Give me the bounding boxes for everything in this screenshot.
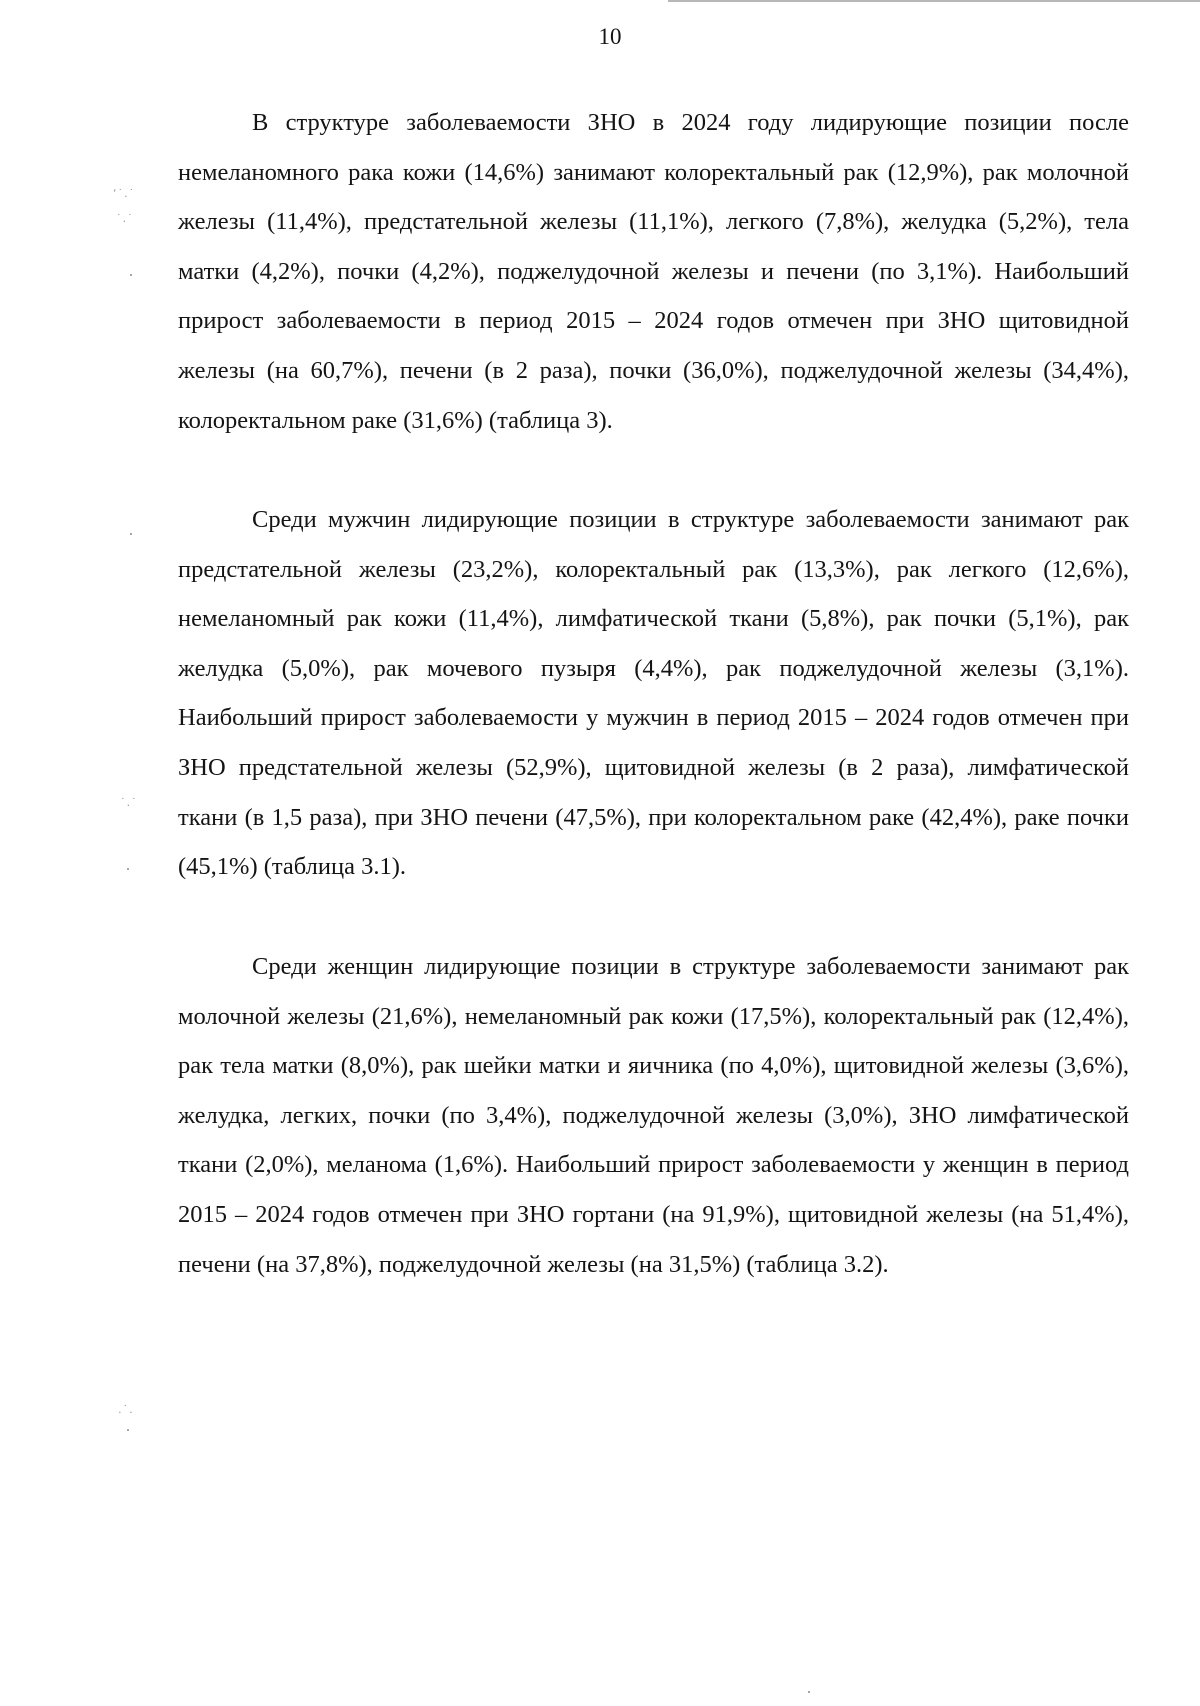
scan-dust-dot — [127, 1429, 129, 1431]
scan-dust-dot — [808, 1691, 810, 1693]
scan-artifact-mark: ‘˙․˙ — [113, 187, 136, 200]
scan-top-edge-line — [668, 0, 1200, 2]
paragraph-female-incidence: Среди женщин лидирующие позиции в структуре заболеваемости занимают рак молочной железы (21,6%), немеланомный рак кожи (17,5%), колоректальный рак (12,4%), рак тела матки (8,0%), рак шейки матки и яичника (по 4,0%), щитовидной железы (3,6%), желудка, легких, почки (по 3,4%), поджелудочной железы (3,0%), ЗНО лимфатической ткани (2,0%), меланома (1,6%). Наибольший прирост заболеваемости у женщин в период 2015 – 2024 годов отмечен при ЗНО гортани (на 91,9%), щитовидной железы (на 51,4%), печени (на 37,8%), поджелудочной железы (на 31,5%) (таблица 3.2). — [178, 953, 1129, 1278]
scan-artifact-mark: ˙․˙ — [120, 796, 138, 809]
scan-dust-dot — [130, 274, 132, 276]
scan-artifact-mark: ˙․˙ — [116, 212, 134, 225]
scan-dust-dot — [130, 533, 132, 535]
paragraph-male-incidence: Среди мужчин лидирующие позиции в структуре заболеваемости занимают рак предстательной железы (23,2%), колоректальный рак (13,3%), рак легкого (12,6%), немеланомный рак кожи (11,4%), лимфатической ткани (5,8%), рак почки (5,1%), рак желудка (5,0%), рак мочевого пузыря (4,4%), рак поджелудочной железы (3,1%). Наибольший прирост заболеваемости у мужчин в период 2015 – 2024 годов отмечен при ЗНО предстательной железы (52,9%), щитовидной железы (в 2 раза), лимфатической ткани (в 1,5 раза), при ЗНО печени (47,5%), при колоректальном раке (42,4%), раке почки (45,1%) (таблица 3.1). — [178, 506, 1129, 881]
page-number: 10 — [598, 24, 622, 49]
scan-dust-dot — [127, 868, 129, 870]
scan-artifact-mark: ․˙․ — [118, 1403, 134, 1416]
paragraph-overall-incidence: В структуре заболеваемости ЗНО в 2024 году лидирующие позиции после немеланомного рака кожи (14,6%) занимают колоректальный рак (12,9%), рак молочной железы (11,4%), предстательной железы (11,1%), легкого (7,8%), желудка (5,2%), тела матки (4,2%), почки (4,2%), поджелудочной железы и печени (по 3,1%). Наибольший прирост заболеваемости в период 2015 – 2024 годов отмечен при ЗНО щитовидной железы (на 60,7%), печени (в 2 раза), почки (36,0%), поджелудочной железы (34,4%), колоректальном раке (31,6%) (таблица 3). — [178, 109, 1129, 434]
